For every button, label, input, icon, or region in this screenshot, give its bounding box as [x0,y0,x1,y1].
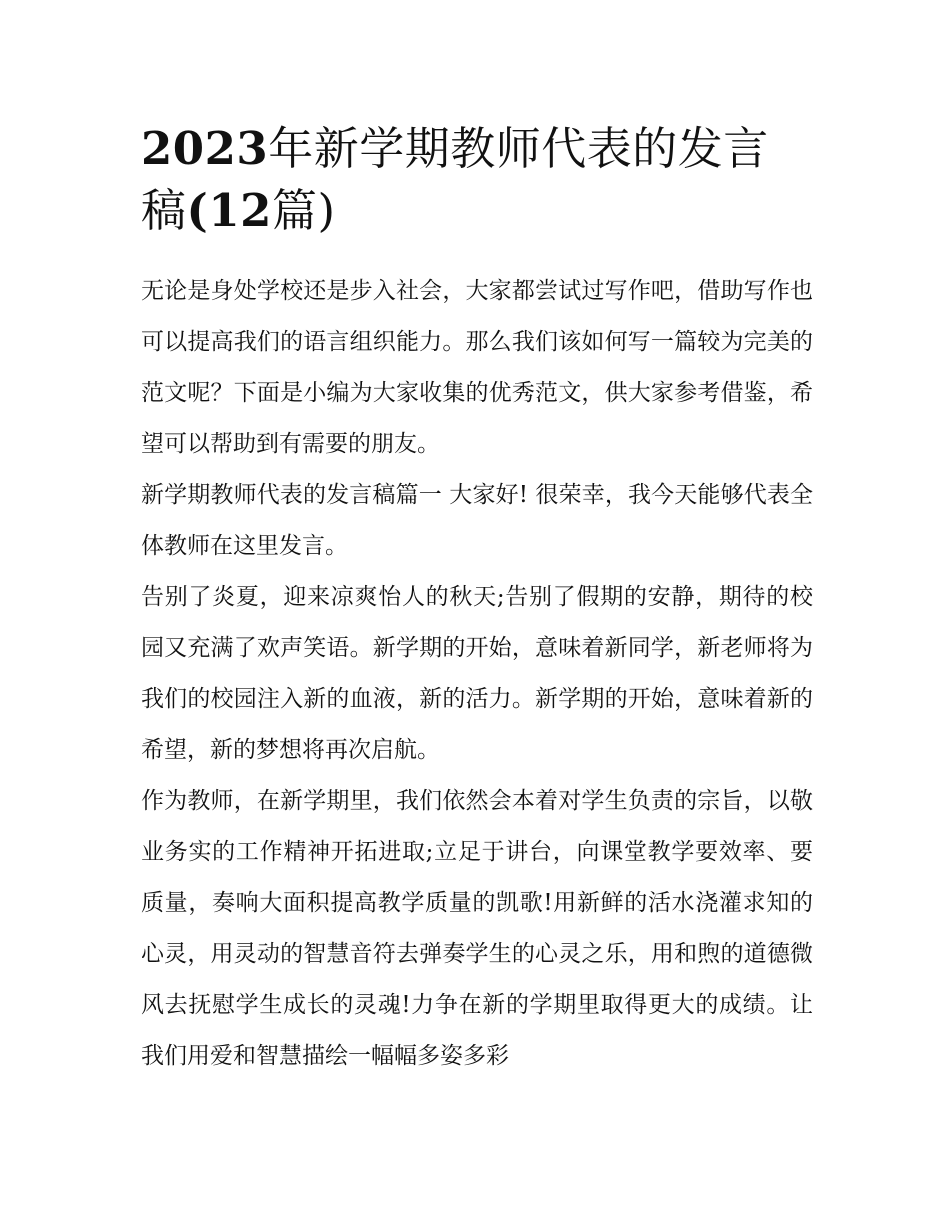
title-text: 年新学期教师代表的发言稿 [141,122,769,237]
title-paren-open: ( [186,184,209,237]
document-page [141,118,813,1082]
title-year: 2023 [141,122,269,175]
paragraph-greeting: 新学期教师代表的发言稿篇一 大家好! 很荣幸，我今天能够代表全体教师在这里发言。 [141,482,813,559]
paragraph-teacher-role: 作为教师，在新学期里，我们依然会本着对学生负责的宗旨，以敬业务实的工作精神开拓进取;立足于讲台，向课堂教学要效率、要质量，奏响大面积提高教学质量的凯歌!用新鲜的活水浇灌求知的心灵，用灵动的智慧音符去弹奏学生的心灵之乐，用和煦的道德微风去抚慰学生成长的灵魂!力争在新的学期里取得更大的成绩。让我们用爱和智慧描绘一幅幅多姿多彩 [141,788,813,1069]
title-suffix: 篇) [271,184,336,237]
paragraph-intro: 无论是身处学校还是步入社会，大家都尝试过写作吧，借助写作也可以提高我们的语言组织能力。那么我们该如何写一篇较为完美的范文呢？下面是小编为大家收集的优秀范文，供大家参考借鉴，希望可以帮助到有需要的朋友。 [141,278,813,457]
title-count: 12 [208,184,272,237]
paragraph-autumn: 告别了炎夏，迎来凉爽怡人的秋天;告别了假期的安静，期待的校园又充满了欢声笑语。新学期的开始，意味着新同学，新老师将为我们的校园注入新的血液，新的活力。新学期的开始，意味着新的希望，新的梦想将再次启航。 [141,584,813,763]
document-title [141,118,813,242]
document-body [141,266,813,1082]
